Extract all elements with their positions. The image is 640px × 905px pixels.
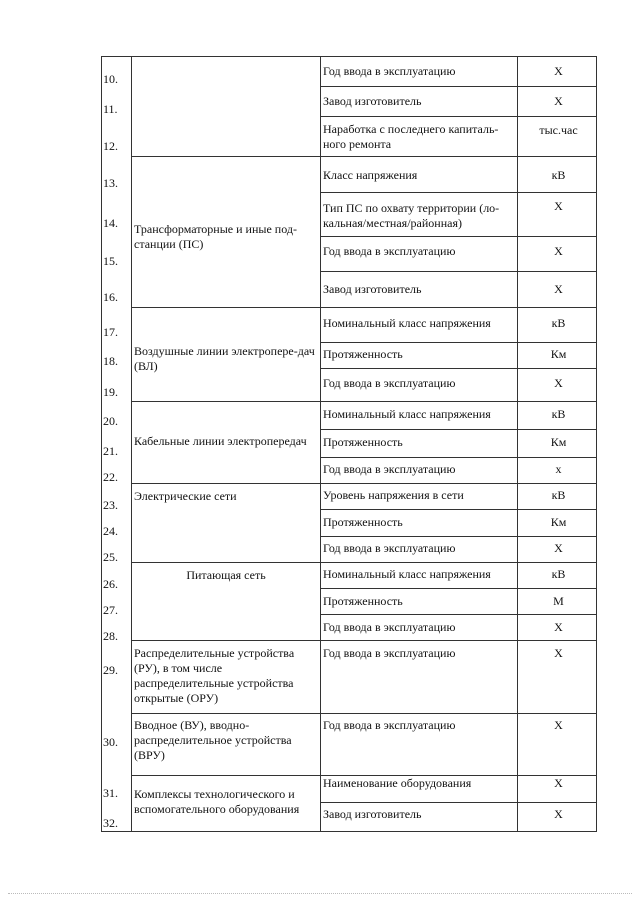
row-divider	[320, 802, 597, 803]
unit-cell: X	[554, 620, 563, 634]
param-cell: Тип ПС по охвату территории (ло-кальная/местная/районная)	[323, 201, 500, 230]
unit-cell: X	[554, 244, 563, 258]
param-cell: Протяженность	[323, 594, 403, 608]
column-divider-num	[131, 56, 132, 832]
row-number: 23.	[103, 498, 118, 512]
row-number: 32.	[103, 816, 118, 830]
unit-cell: X	[554, 541, 563, 555]
unit-cell: X	[554, 776, 563, 790]
unit-cell: X	[554, 646, 563, 660]
table-border-bottom	[101, 831, 597, 832]
param-cell: Год ввода в эксплуатацию	[323, 620, 456, 634]
row-divider	[320, 536, 597, 537]
row-divider	[320, 342, 597, 343]
category-electric-networks: Электрические сети	[134, 489, 237, 503]
category-switchgear: Распределительные устройства (РУ), в том числе распределительные устройства открытые (ОРУ)	[134, 646, 295, 705]
unit-cell: тыс.час	[539, 123, 578, 137]
row-number: 21.	[103, 444, 118, 458]
unit-cell: кВ	[551, 567, 566, 581]
category-overhead-lines: Воздушные линии электропере-дач (ВЛ)	[134, 344, 315, 373]
row-divider	[131, 307, 597, 308]
unit-cell: X	[554, 64, 563, 78]
param-cell: Протяженность	[323, 435, 403, 449]
category-input-devices: Вводное (ВУ), вводно-распределительное устройства (ВРУ)	[134, 718, 292, 762]
row-divider	[320, 271, 597, 272]
row-divider	[320, 192, 597, 193]
row-number: 27.	[103, 603, 118, 617]
param-cell: Год ввода в эксплуатацию	[323, 718, 456, 732]
row-divider	[131, 713, 597, 714]
unit-cell: Км	[550, 347, 567, 361]
param-cell: Год ввода в эксплуатацию	[323, 646, 456, 660]
param-cell: Протяженность	[323, 515, 403, 529]
row-number: 13.	[103, 176, 118, 190]
column-divider-param	[517, 56, 518, 832]
row-number: 11.	[103, 102, 118, 116]
row-divider	[320, 429, 597, 430]
param-cell: Год ввода в эксплуатацию	[323, 376, 456, 390]
row-divider	[320, 116, 597, 117]
param-cell: Год ввода в эксплуатацию	[323, 64, 456, 78]
row-divider	[131, 483, 597, 484]
param-cell: Год ввода в эксплуатацию	[323, 244, 456, 258]
row-divider	[131, 156, 597, 157]
unit-cell: X	[554, 282, 563, 296]
unit-cell: кВ	[551, 488, 566, 502]
row-divider	[101, 56, 597, 57]
row-number: 30.	[103, 735, 118, 749]
row-number: 26.	[103, 577, 118, 591]
unit-cell: X	[554, 718, 563, 732]
param-cell: Номинальный класс напряжения	[323, 316, 491, 330]
row-divider	[320, 588, 597, 589]
param-cell: Наименование оборудования	[323, 776, 472, 790]
category-equipment-complexes: Комплексы технологического и вспомогательного оборудования	[134, 787, 300, 816]
row-divider	[320, 236, 597, 237]
row-divider	[131, 640, 597, 641]
param-cell: Номинальный класс напряжения	[323, 567, 491, 581]
param-cell: Наработка с последнего капиталь-ного ремонта	[323, 122, 499, 151]
row-number: 20.	[103, 414, 118, 428]
row-number: 22.	[103, 470, 118, 484]
row-number: 17.	[103, 325, 118, 339]
row-divider	[320, 457, 597, 458]
param-cell: Завод изготовитель	[323, 282, 422, 296]
row-number: 15.	[103, 254, 118, 268]
row-divider	[320, 368, 597, 369]
param-cell: Год ввода в эксплуатацию	[323, 541, 456, 555]
unit-cell: кВ	[551, 316, 566, 330]
unit-cell: Км	[550, 435, 567, 449]
unit-cell: X	[554, 94, 563, 108]
row-divider	[320, 509, 597, 510]
param-cell: Класс напряжения	[323, 168, 418, 182]
param-cell: Завод изготовитель	[323, 94, 422, 108]
row-divider	[131, 562, 597, 563]
row-number: 10.	[103, 72, 118, 86]
unit-cell: кВ	[551, 407, 566, 421]
table-border-left	[101, 56, 102, 832]
unit-cell: кВ	[551, 168, 566, 182]
category-supply-network: Питающая сеть	[186, 568, 266, 582]
param-cell: Номинальный класс напряжения	[323, 407, 491, 421]
param-cell: Год ввода в эксплуатацию	[323, 462, 456, 476]
parameters-table	[101, 56, 597, 832]
row-number: 29.	[103, 663, 118, 677]
scan-artifact-line	[8, 893, 632, 894]
unit-cell: X	[554, 807, 563, 821]
row-divider	[131, 401, 597, 402]
row-number: 18.	[103, 354, 118, 368]
param-cell: Уровень напряжения в сети	[323, 488, 464, 502]
row-number: 14.	[103, 216, 118, 230]
row-number: 31.	[103, 786, 118, 800]
category-cable-lines: Кабельные линии электропередач	[134, 434, 307, 448]
row-number: 25.	[103, 550, 118, 564]
column-divider-category	[320, 56, 321, 832]
row-divider	[320, 86, 597, 87]
row-number: 24.	[103, 524, 118, 538]
unit-cell: X	[554, 199, 563, 213]
row-number: 28.	[103, 629, 118, 643]
unit-cell: Км	[550, 515, 567, 529]
category-substations: Трансформаторные и иные под-станции (ПС)	[134, 222, 297, 251]
param-cell: Протяженность	[323, 347, 403, 361]
unit-cell: x	[555, 462, 562, 476]
row-number: 19.	[103, 385, 118, 399]
param-cell: Завод изготовитель	[323, 807, 422, 821]
unit-cell: М	[553, 594, 564, 608]
row-divider	[320, 614, 597, 615]
row-number: 16.	[103, 290, 118, 304]
row-number: 12.	[103, 139, 118, 153]
unit-cell: X	[554, 376, 563, 390]
